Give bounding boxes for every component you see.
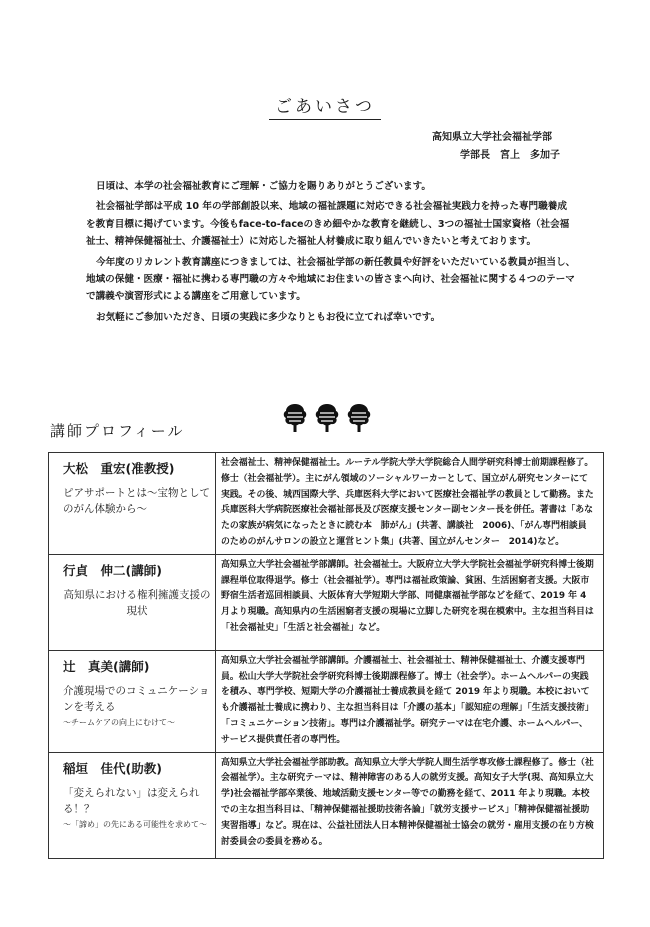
profile-summary-cell bbox=[49, 752, 216, 858]
lecturer-bio: 高知県立大学社会福祉学部講師。介護福祉士、社会福祉士、精神保健福祉士、介護支援専門員。松山大学大学院社会学研究科博士後期課程修了。博士（社会学）。ホームヘルパーの実践を積み、専門学校、短期大学の介護福祉士養成教員を経て 2019 年より現職。本校においても介護福祉士養成に携わり、主な担当科目は「介護の基本」「認知症の理解」「生活支援技術」「コミュニケーション技術」。専門は介護福祉学。研究テーマは在宅介護、ホームヘルパー、サービス提供責任者の専門性。 bbox=[216, 650, 604, 752]
lecturer-bio: 高知県立大学社会福祉学部講師。社会福祉士。大阪府立大学大学院社会福祉学研究科博士後期課程単位取得退学。修士（社会福祉学）。専門は福祉政策論、貧困、生活困窮者支援。大阪市野宿生活者巡回相談員、大阪体育大学短期大学部、同健康福祉学部などを経て、2019 年 4 月より現職。高知県内の生活困窮者支援の現場に立脚した研究を現在模索中。主な担当科目は「社会福祉史」「生活と社会福祉」など。 bbox=[216, 554, 604, 650]
profile-summary-cell bbox=[49, 650, 216, 752]
lecturer-name: 辻 真美(講師) bbox=[63, 658, 150, 674]
profile-row bbox=[49, 554, 604, 650]
tree-icon bbox=[282, 403, 308, 433]
lecture-topic: 「変えられない」は変えられる！？ bbox=[63, 786, 200, 815]
dean-name: 学部長 宮上 多加子 bbox=[460, 150, 560, 161]
lecture-topic: ピアサポートとは～宝物としてのがん体験から～ bbox=[63, 487, 210, 515]
lecture-subtopic: ～「諦め」の先にある可能性を求めて～ bbox=[63, 819, 207, 829]
greeting-paragraph: お気軽にご参加いただき、日頃の実践に多少なりともお役に立てれば幸いです。 bbox=[96, 311, 441, 323]
lecturer-name: 稲垣 佳代(助教) bbox=[63, 760, 162, 776]
greeting-paragraph: 日頃は、本学の社会福祉教育にご理解・ご協力を賜りありがとうございます。 bbox=[96, 181, 432, 192]
tree-decoration bbox=[282, 403, 372, 433]
tree-icon bbox=[314, 403, 340, 433]
organization-name: 高知県立大学社会福祉学部 bbox=[432, 132, 552, 143]
lecturer-bio: 社会福祉士、精神保健福祉士。ルーテル学院大学大学院総合人間学研究科博士前期課程修了。修士（社会福祉学）。主にがん領域のソーシャルワーカーとして、国立がん研究センターにて実践。その後、城西国際大学、兵庫医科大学において医療社会福祉学の教員として勤務。また兵庫医科大学病院医療社会福祉部長及び医療支援センター副センター長を併任。著書は「あなたの家族が病気になったときに読む本 肺がん」(共著、講談社 2006)、「がん専門相談員のためのがんサロンの設立と運営ヒント集」(共著、国立がんセンター 2014)など。 bbox=[216, 453, 604, 555]
lecture-subtopic: ～チームケアの向上にむけて～ bbox=[63, 717, 175, 727]
lecturer-name: 大松 重宏(准教授) bbox=[63, 461, 175, 476]
greeting-paragraph: 今年度のリカレント教育講座につきましては、社会福祉学部の新任教員や好評をいただいている教員が担当し、地域の保健・医療・福祉に携わる専門職の方々や地域にお住まいの皆さまへ向け、社会福祉に関する４つのテーマで講義や演習形式による講座をご用意しています。 bbox=[86, 256, 576, 303]
profile-row bbox=[49, 453, 604, 555]
profile-row bbox=[49, 650, 604, 752]
greeting-paragraph: 社会福祉学部は平成 10 年の学部創設以来、地域の福祉課題に対応できる社会福祉実践力を持った専門職養成を教育目標に掲げています。今後もface-to-faceのきめ細やかな教育を継続し、3つの福祉士国家資格（社会福祉士、精神保健福祉士、介護福祉士）に対応した福祉人材養成に取り組んでいきたいと考えております。 bbox=[86, 201, 570, 248]
tree-icon bbox=[346, 403, 372, 433]
profile-table bbox=[48, 452, 604, 859]
page-title: ごあいさつ bbox=[0, 92, 650, 117]
lecturer-bio: 高知県立大学社会福祉学部助教。高知県立大学大学院人間生活学専攻修士課程修了。修士（社会福祉学）。主な研究テーマは、精神障害のある人の就労支援。高知女子大学(現、高知県立大学)社会福祉学部卒業後、地域活動支援センター等での勤務を経て、2011 年より現職。本校での主な担当科目は、「精神保健福祉援助技術各論」「就労支援サービス」「精神保健福祉援助実習指導」など。現在は、公益社団法人日本精神保健福祉士協会の就労・雇用支援の在り方検討委員会の委員を務める。 bbox=[216, 752, 604, 858]
greeting-body bbox=[86, 178, 576, 329]
lecture-topic: 介護現場でのコミュニケーションを考える bbox=[63, 684, 210, 713]
lecturer-name: 行貞 伸二(講師) bbox=[63, 562, 162, 578]
section-heading: 講師プロフィール bbox=[50, 422, 185, 440]
profile-summary-cell bbox=[49, 554, 216, 650]
profile-summary-cell bbox=[49, 453, 216, 555]
profile-row bbox=[49, 752, 604, 858]
lecture-topic: 高知県における権利擁護支援の現状 bbox=[63, 588, 211, 617]
